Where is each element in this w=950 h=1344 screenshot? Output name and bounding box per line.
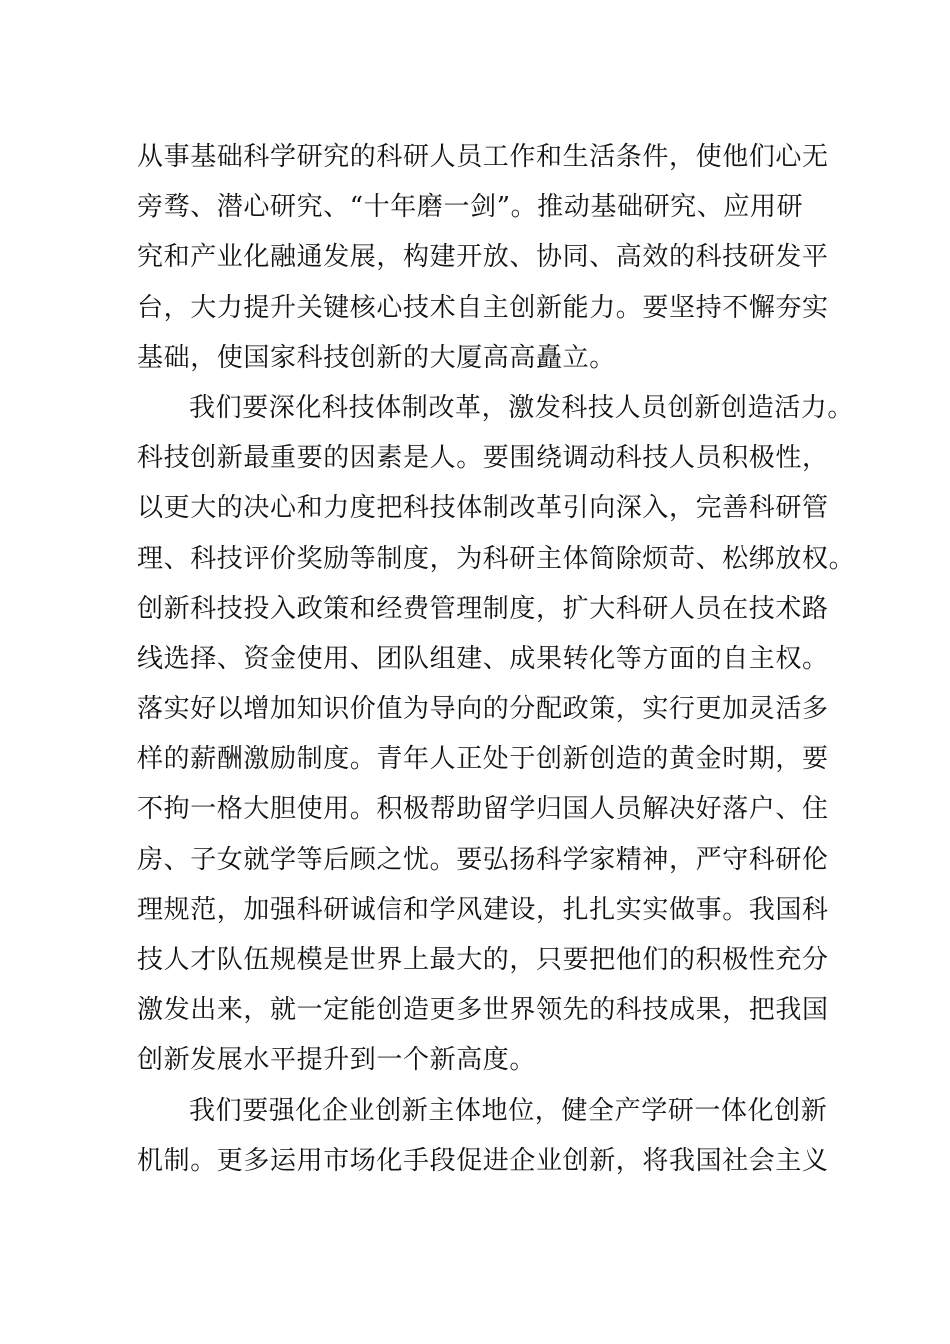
paragraph-3 (137, 1086, 827, 1186)
text-line: 从事基础科学研究的科研人员工作和生活条件，使他们心无 (137, 142, 829, 172)
text-line: 线选择、资金使用、团队组建、成果转化等方面的自主权。 (137, 643, 829, 674)
text-line: 机制。更多运用市场化手段促进企业创新，将我国社会主义 (137, 1145, 829, 1176)
text-line: 创新科技投入政策和经费管理制度，扩大科研人员在技术路 (137, 593, 829, 624)
text-line: 房、子女就学等后顾之忧。要弘扬科学家精神，严守科研伦 (137, 844, 829, 875)
text-line: 样的薪酬激励制度。青年人正处于创新创造的黄金时期，要 (137, 744, 829, 775)
text-line: 激发出来，就一定能创造更多世界领先的科技成果，把我国 (137, 995, 829, 1026)
text-line: 基础，使国家科技创新的大厦高高矗立。 (137, 342, 616, 373)
text-line: 旁骛、潜心研究、“十年磨一剑”。推动基础研究、应用研 (137, 192, 804, 223)
text-line: 以更大的决心和力度把科技体制改革引向深入，完善科研管 (137, 493, 829, 524)
text-line: 技人才队伍规模是世界上最大的，只要把他们的积极性充分 (137, 945, 829, 975)
text-line-first: 我们要深化科技体制改革，激发科技人员创新创造活力。 (189, 392, 855, 423)
text-line: 不拘一格大胆使用。积极帮助留学归国人员解决好落户、住 (137, 794, 829, 825)
paragraph-1 (137, 132, 827, 383)
body-text (137, 132, 856, 1186)
text-line: 科技创新最重要的因素是人。要围绕调动科技人员积极性， (137, 443, 829, 474)
text-line: 创新发展水平提升到一个新高度。 (137, 1045, 537, 1076)
text-line: 理、科技评价奖励等制度，为科研主体简除烦苛、松绑放权。 (137, 543, 856, 574)
text-line-first: 我们要强化企业创新主体地位，健全产学研一体化创新 (189, 1095, 828, 1126)
text-line: 究和产业化融通发展，构建开放、协同、高效的科技研发平 (137, 242, 829, 273)
text-line: 理规范，加强科研诚信和学风建设，扎扎实实做事。我国科 (137, 894, 829, 925)
paragraph-2 (137, 383, 856, 1086)
text-line: 台，大力提升关键核心技术自主创新能力。要坚持不懈夯实 (137, 292, 829, 323)
text-line: 落实好以增加知识价值为导向的分配政策，实行更加灵活多 (137, 694, 829, 725)
